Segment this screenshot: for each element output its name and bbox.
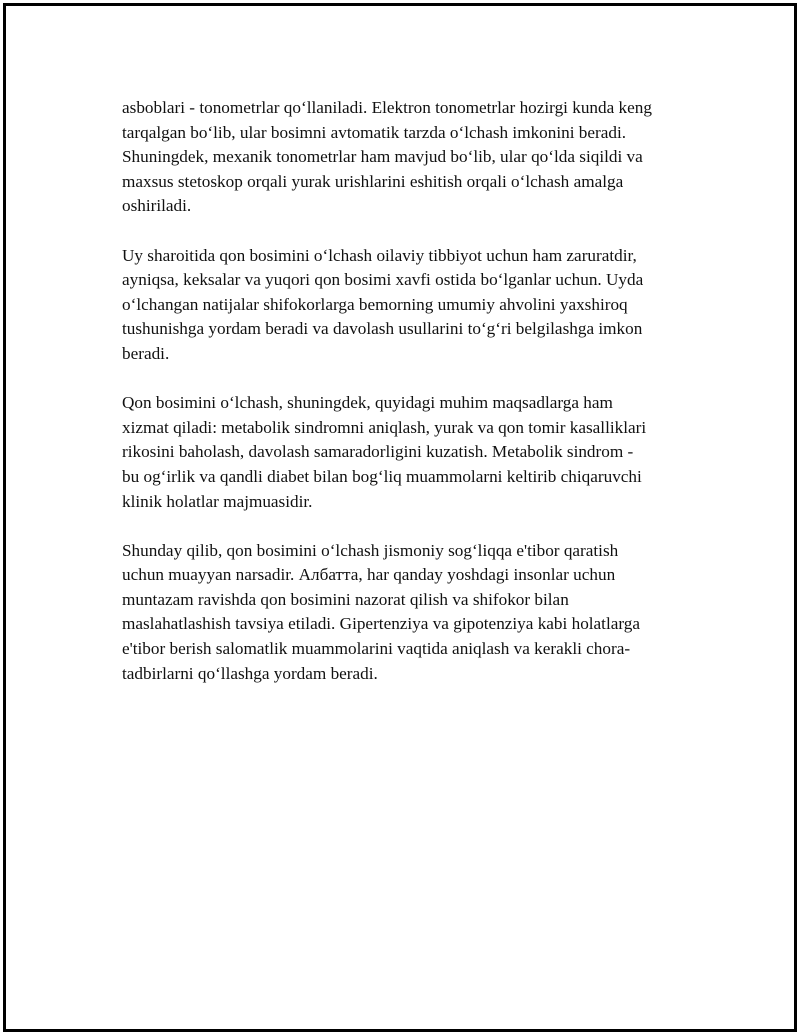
text-line: xizmat qiladi: metabolik sindromni aniqlash, yurak va qon tomir kasalliklari [122,417,647,437]
text-line: bu og‘irlik va qandli diabet bilan bog‘liq muammolarni keltirib chiqaruvchi [122,466,642,486]
paragraph-4 [122,539,702,687]
text-line: muntazam ravishda qon bosimini nazorat qilish va shifokor bilan [122,589,569,609]
text-line: tadbirlarni qo‘llashga yordam beradi. [122,663,378,683]
paragraph-2 [122,244,702,367]
text-line: uchun muayyan narsadir. Албатта, har qanday yoshdagi insonlar uchun [122,565,616,585]
text-line: rikosini baholash, davolash samaradorligini kuzatish. Metabolik sindrom - [122,442,634,462]
paragraph-1 [122,96,702,219]
text-line: tushunishga yordam beradi va davolash usullarini to‘g‘ri belgilashga imkon [122,319,643,339]
text-line: o‘lchangan natijalar shifokorlarga bemorning umumiy ahvolini yaxshiroq [122,294,628,314]
document-body [122,96,702,711]
text-line: klinik holatlar majmuasidir. [122,491,313,511]
text-line: ayniqsa, keksalar va yuqori qon bosimi xavfi ostida bo‘lganlar uchun. Uyda [122,270,644,290]
text-line: tarqalgan bo‘lib, ular bosimni avtomatik tarzda o‘lchash imkonini beradi. [122,122,627,142]
text-line: asboblari - tonometrlar qo‘llaniladi. Elektron tonometrlar hozirgi kunda keng [122,98,652,117]
text-line: e'tibor berish salomatlik muammolarini vaqtida aniqlash va kerakli chora- [122,639,631,659]
text-line: beradi. [122,343,170,363]
text-line: maxsus stetoskop orqali yurak urishlarini eshitish orqali o‘lchash amalga [122,171,624,191]
page-frame [3,3,797,1032]
text-line: Shuningdek, mexanik tonometrlar ham mavjud bo‘lib, ular qo‘lda siqildi va [122,147,643,167]
text-line: Shunday qilib, qon bosimini o‘lchash jismoniy sog‘liqqa e'tibor qaratish [122,540,619,560]
text-line: Qon bosimini o‘lchash, shuningdek, quyidagi muhim maqsadlarga ham [122,393,613,413]
paragraph-3 [122,391,702,514]
text-line: Uy sharoitida qon bosimini o‘lchash oilaviy tibbiyot uchun ham zaruratdir, [122,245,637,265]
text-line: oshiriladi. [122,196,192,216]
text-line: maslahatlashish tavsiya etiladi. Gipertenziya va gipotenziya kabi holatlarga [122,614,640,634]
